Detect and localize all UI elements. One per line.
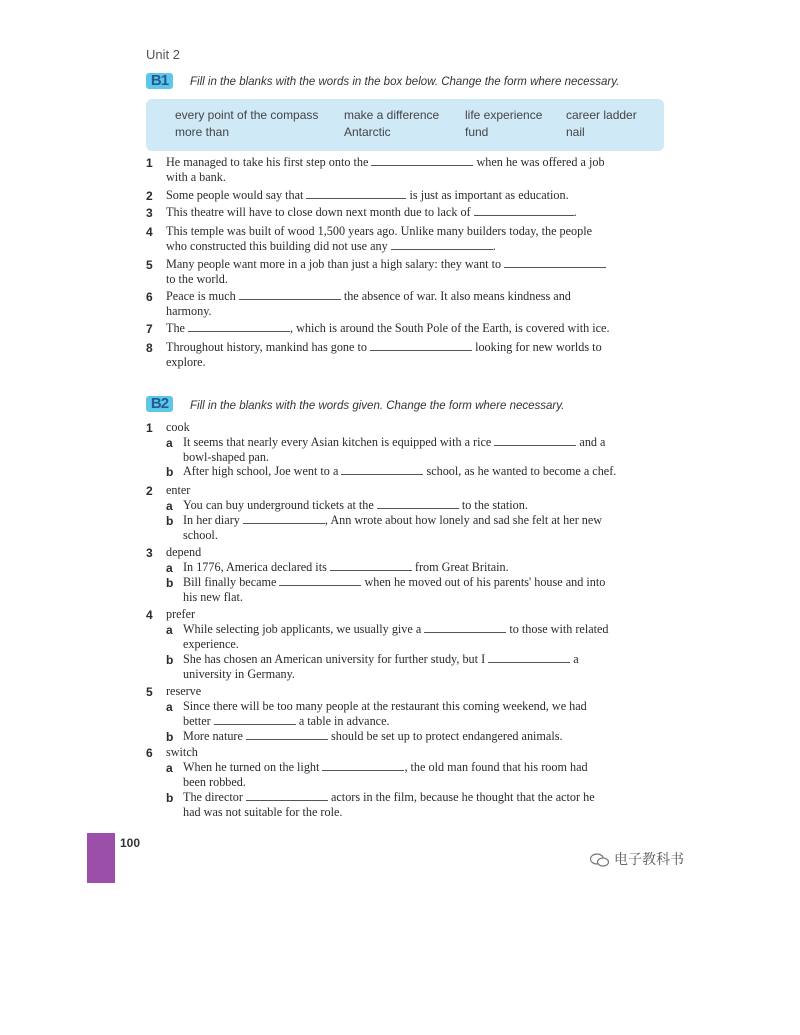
item-line: More nature should be set up to protect endangered animals. — [183, 729, 563, 743]
item-line: university in Germany. — [183, 667, 295, 681]
question-number: 7 — [146, 322, 153, 336]
item-line: been robbed. — [183, 775, 246, 789]
b1-badge: B1 — [146, 73, 173, 89]
b2-badge: B2 — [146, 396, 173, 412]
item-line: his new flat. — [183, 590, 243, 604]
answer-blank[interactable] — [330, 560, 412, 571]
question-line: This temple was built of wood 1,500 years ago. Unlike many builders today, the people — [166, 224, 593, 238]
answer-blank[interactable] — [246, 729, 328, 740]
base-word: switch — [166, 745, 198, 759]
question-line: Many people want more in a job than just a high salary: they want to — [166, 257, 606, 273]
item-line: Bill finally became when he moved out of his parents' house and into — [183, 575, 606, 589]
question-number: 4 — [146, 225, 153, 239]
question-number: 6 — [146, 290, 153, 304]
group-number: 2 — [146, 484, 153, 498]
answer-blank[interactable] — [391, 239, 493, 250]
b1-instruction: Fill in the blanks with the words in the box below. Change the form where necessary. — [190, 76, 620, 88]
answer-blank[interactable] — [188, 321, 290, 332]
word-box — [146, 99, 664, 151]
question-number: 3 — [146, 206, 153, 220]
question-number: 5 — [146, 258, 153, 272]
item-line: bowl-shaped pan. — [183, 450, 269, 464]
item-line: school. — [183, 528, 218, 542]
question-line: harmony. — [166, 304, 212, 318]
b2-instruction: Fill in the blanks with the words given. Change the form where necessary. — [190, 400, 565, 412]
item-letter: a — [166, 499, 173, 513]
question-number: 2 — [146, 189, 153, 203]
item-letter: a — [166, 561, 173, 575]
group-number: 1 — [146, 421, 153, 435]
word-item: every point of the compass — [175, 108, 319, 122]
base-word: enter — [166, 483, 191, 497]
group-number: 6 — [146, 746, 153, 760]
item-letter: a — [166, 623, 173, 637]
item-letter: b — [166, 514, 174, 528]
base-word: depend — [166, 545, 202, 559]
answer-blank[interactable] — [488, 652, 570, 663]
item-letter: a — [166, 700, 173, 714]
item-line: The director actors in the film, because he thought that the actor he — [183, 790, 595, 804]
question-line: who constructed this building did not use any . — [166, 239, 496, 253]
answer-blank[interactable] — [474, 205, 574, 216]
answer-blank[interactable] — [322, 760, 404, 771]
item-letter: b — [166, 576, 174, 590]
question-line: with a bank. — [166, 170, 226, 184]
word-item: fund — [465, 125, 489, 139]
question-line: He managed to take his first step onto the when he was offered a job — [166, 155, 605, 169]
group-number: 4 — [146, 608, 153, 622]
item-line: When he turned on the light , the old man found that his room had — [183, 760, 588, 774]
word-item: life experience — [465, 108, 543, 122]
item-line: While selecting job applicants, we usually give a to those with related — [183, 622, 609, 636]
base-word: reserve — [166, 684, 202, 698]
question-line: Peace is much the absence of war. It also means kindness and — [166, 289, 571, 303]
question-line: to the world. — [166, 272, 228, 286]
question-line: Some people would say that is just as important as education. — [166, 188, 569, 202]
item-line: Since there will be too many people at the restaurant this coming weekend, we had — [183, 699, 587, 713]
item-letter: a — [166, 761, 173, 775]
question-number: 1 — [146, 156, 153, 170]
word-item: more than — [175, 125, 230, 139]
answer-blank[interactable] — [214, 714, 296, 725]
answer-blank[interactable] — [504, 257, 606, 268]
base-word: prefer — [166, 607, 196, 621]
chat-bubbles-icon — [590, 853, 610, 867]
word-item: make a difference — [344, 108, 440, 122]
item-line: In her diary , Ann wrote about how lonely and sad she felt at her new — [183, 513, 603, 527]
answer-blank[interactable] — [424, 622, 506, 633]
item-line: She has chosen an American university for further study, but I a — [183, 652, 579, 666]
word-item: Antarctic — [344, 125, 391, 139]
item-line: had was not suitable for the role. — [183, 805, 343, 819]
base-word: cook — [166, 420, 190, 434]
question-line: Throughout history, mankind has gone to looking for new worlds to — [166, 340, 602, 354]
answer-blank[interactable] — [246, 790, 328, 801]
answer-blank[interactable] — [279, 575, 361, 586]
item-letter: a — [166, 436, 173, 450]
unit-label: Unit 2 — [146, 47, 180, 62]
item-letter: b — [166, 730, 174, 744]
item-line: It seems that nearly every Asian kitchen is equipped with a rice and a — [183, 435, 606, 449]
item-line: In 1776, America declared its from Great Britain. — [183, 560, 509, 574]
question-line: The , which is around the South Pole of the Earth, is covered with ice. — [166, 321, 610, 335]
answer-blank[interactable] — [341, 464, 423, 475]
item-letter: b — [166, 465, 174, 479]
item-line: After high school, Joe went to a school, as he wanted to become a chef. — [183, 464, 617, 478]
answer-blank[interactable] — [243, 513, 325, 524]
item-line: better a table in advance. — [183, 714, 390, 728]
question-number: 8 — [146, 341, 153, 355]
answer-blank[interactable] — [371, 155, 473, 166]
watermark-text: 电子教科书 — [614, 852, 684, 868]
question-line: This theatre will have to close down next month due to lack of . — [166, 205, 577, 219]
answer-blank[interactable] — [239, 289, 341, 300]
word-item: career ladder — [566, 108, 637, 122]
answer-blank[interactable] — [494, 435, 576, 446]
item-letter: b — [166, 653, 174, 667]
page-number: 100 — [120, 836, 141, 850]
item-line: experience. — [183, 637, 239, 651]
item-line: You can buy underground tickets at the to the station. — [183, 498, 528, 512]
watermark — [590, 849, 684, 869]
answer-blank[interactable] — [377, 498, 459, 509]
page-color-tab — [87, 833, 115, 883]
answer-blank[interactable] — [306, 188, 406, 199]
answer-blank[interactable] — [370, 340, 472, 351]
group-number: 3 — [146, 546, 153, 560]
word-item: nail — [566, 125, 585, 139]
question-line: explore. — [166, 355, 206, 369]
group-number: 5 — [146, 685, 153, 699]
item-letter: b — [166, 791, 174, 805]
